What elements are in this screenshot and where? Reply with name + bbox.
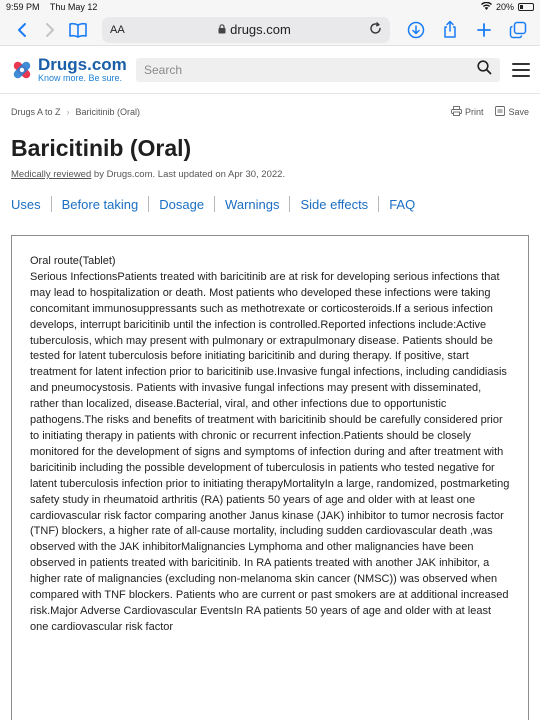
status-date: Thu May 12 xyxy=(49,2,98,12)
medically-reviewed-link[interactable]: Medically reviewed xyxy=(11,169,92,180)
bookmarks-icon[interactable] xyxy=(64,16,92,44)
breadcrumb xyxy=(11,107,140,117)
back-icon[interactable] xyxy=(8,16,36,44)
tab-before-taking[interactable]: Before taking xyxy=(61,196,139,212)
forward-icon[interactable] xyxy=(36,16,64,44)
breadcrumb-item-current[interactable]: Baricitinib (Oral) xyxy=(75,107,141,117)
drugs-logo-icon xyxy=(10,58,34,82)
address-bar[interactable] xyxy=(102,17,390,43)
page-meta xyxy=(0,164,540,186)
reload-icon[interactable] xyxy=(369,22,382,38)
print-label: Print xyxy=(464,107,484,117)
status-time: 9:59 PM xyxy=(6,2,40,12)
save-label: Save xyxy=(508,107,529,117)
download-icon[interactable] xyxy=(402,16,430,44)
tab-side-effects[interactable]: Side effects xyxy=(300,196,369,212)
breadcrumb-row xyxy=(0,94,540,130)
print-button[interactable] xyxy=(451,106,484,118)
logo-name: Drugs.com xyxy=(38,55,127,74)
site-logo[interactable] xyxy=(10,56,136,83)
url-text: drugs.com xyxy=(230,22,291,37)
site-header xyxy=(0,46,540,94)
tab-divider xyxy=(378,196,379,212)
wifi-icon xyxy=(481,2,492,12)
boxed-warning xyxy=(11,235,529,720)
breadcrumb-chevron-icon: › xyxy=(66,107,70,117)
save-icon xyxy=(495,106,505,118)
search-box xyxy=(136,58,500,82)
tab-dosage[interactable]: Dosage xyxy=(159,196,205,212)
tab-uses[interactable]: Uses xyxy=(11,196,41,212)
meta-text: by Drugs.com. Last updated on Apr 30, 2022. xyxy=(91,169,286,180)
page-title: Baricitinib (Oral) xyxy=(11,135,192,161)
tab-divider xyxy=(289,196,290,212)
tabs-overview-icon[interactable] xyxy=(504,16,532,44)
battery-icon xyxy=(518,3,534,11)
printer-icon xyxy=(451,106,462,118)
lock-icon xyxy=(218,22,226,37)
menu-icon[interactable] xyxy=(512,63,530,77)
section-tabs xyxy=(0,186,540,222)
search-input[interactable] xyxy=(144,63,477,77)
breadcrumb-item-drugs-a-z[interactable]: Drugs A to Z xyxy=(11,107,61,117)
warning-text: Serious InfectionsPatients treated with baricitinib are at risk for developing serious infections that may lead to hospitalization or death. Most patients who developed these infections were taking concomitant immunosuppressants such as methotrexate or corticosteroids.If a serious infection develops, interrupt baricitinib until the infection is controlled.Reported infections include:Active tuberculosis, which may present with pulmonary or extrapulmonary disease. Patients should be tested for latent tuberculosis before initiating baricitinib and during therapy. If positive, start treatment for latent infection prior to baricitinib use.Invasive fungal infections, including candidiasis and pneumocystosis. Patients with invasive fungal infections may present with disseminated, rather than localized, disease.Bacterial, viral, and other infections due to opportunistic pathogens.The risks and benefits of treatment with baricitinib should be carefully considered prior to initiating therapy in patients with chronic or recurrent infection.Patients should be closely monitored for the development of signs and symptoms of infection during and after treatment with baricitinib including the possible development of tuberculosis in patients who tested negative for latent tuberculosis infection prior to initiating therapyMortalityIn a large, randomized, postmarketing safety study in rheumatoid arthritis (RA) patients 50 years of age and older with at least one cardiovascular risk factor comparing another Janus kinase (JAK) inhibitor to tumor necrosis factor (TNF) blockers, a higher rate of all-cause mortality, including sudden cardiovascular death ,was observed with the JAK inhibitorMalignancies Lymphoma and other malignancies have been observed in patients treated with baricitinib. In RA patients treated with another JAK inhibitor, a higher rate of malignancies (excluding non-melanoma skin cancer (NMSC)) was observed when compared with TNF blockers. Patients who are current or past smokers are at additional increased risk.Major Adverse Cardiovascular EventsIn RA patients 50 years of age and older with at least one cardiovascular risk factor xyxy=(30,270,510,633)
share-icon[interactable] xyxy=(436,16,464,44)
search-icon[interactable] xyxy=(477,60,492,80)
text-size-button[interactable]: AA xyxy=(110,23,125,36)
battery-percent: 20% xyxy=(495,2,514,12)
tab-divider xyxy=(214,196,215,212)
logo-tagline: Know more. Be sure. xyxy=(38,73,123,83)
new-tab-icon[interactable] xyxy=(470,16,498,44)
save-button[interactable] xyxy=(495,106,529,118)
browser-toolbar xyxy=(0,14,540,46)
tab-faq[interactable]: FAQ xyxy=(389,196,416,212)
tab-warnings[interactable]: Warnings xyxy=(225,196,280,212)
route-label: Oral route(Tablet) xyxy=(30,255,116,267)
tab-divider xyxy=(148,196,149,212)
status-bar xyxy=(0,0,540,14)
tab-divider xyxy=(51,196,52,212)
